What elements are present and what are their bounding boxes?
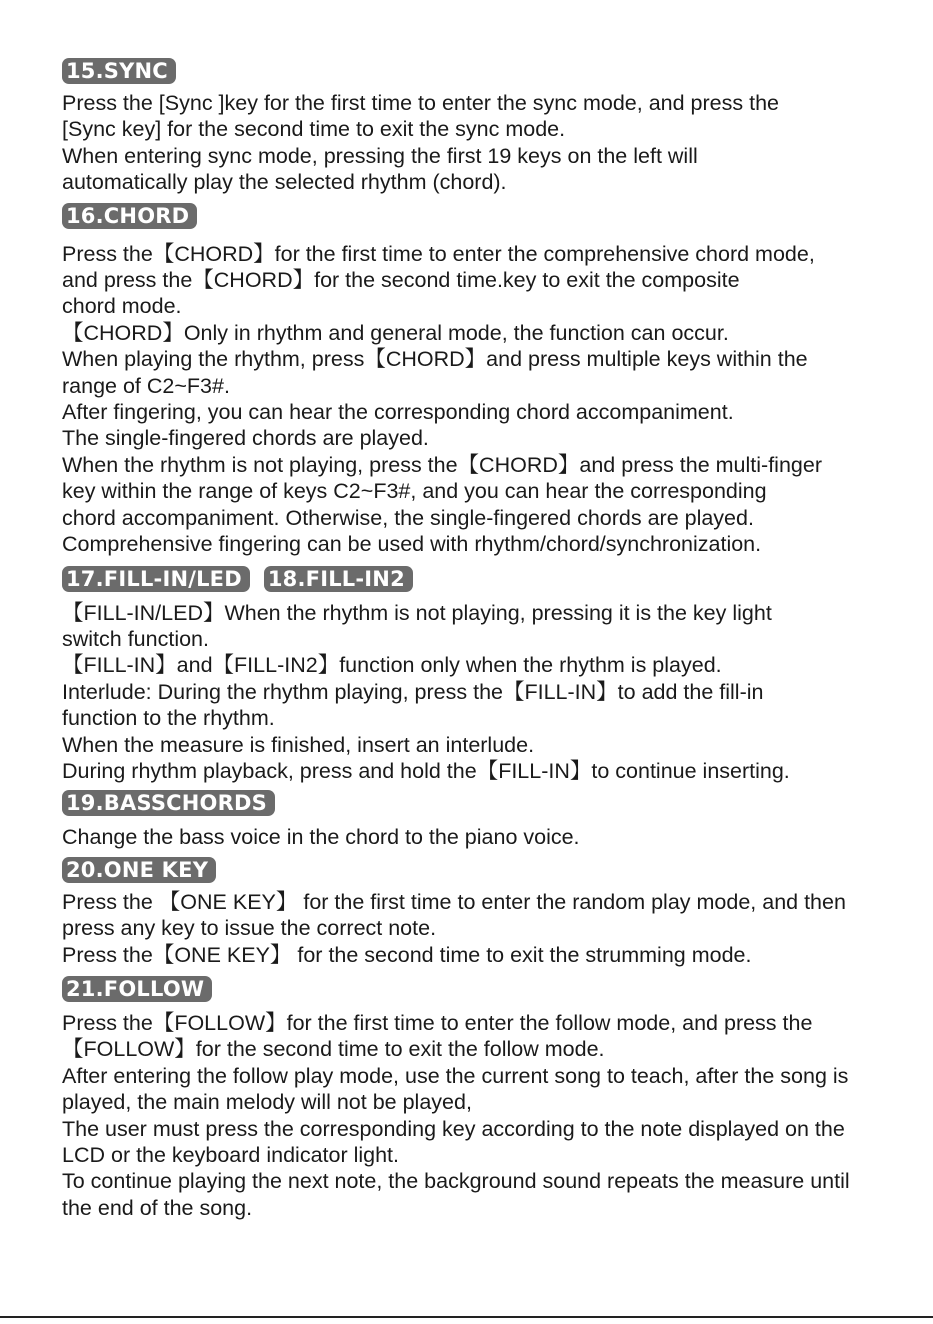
section-body-sync [62,90,912,196]
text-line: 【CHORD】Only in rhythm and general mode, the function can occur. [62,320,729,345]
manual-page [62,58,912,1221]
text-line: played, the main melody will not be played, [62,1090,472,1115]
text-line: The user must press the corresponding key according to the note displayed on the [62,1116,845,1141]
text-line: Press the 【ONE KEY】 for the first time to enter the random play mode, and then [62,889,846,914]
section-body-follow [62,1010,912,1221]
text-line: chord accompaniment. Otherwise, the single-fingered chords are played. [62,505,754,530]
text-line: LCD or the keyboard indicator light. [62,1143,400,1167]
text-line: Press the【ONE KEY】 for the second time to exit the strumming mode. [62,942,752,967]
bottom-rule [0,1316,933,1318]
text-line: chord mode. [62,294,182,319]
text-line: Press the [Sync ]key for the first time to enter the sync mode, and press the [62,91,779,115]
section-basschords [62,790,912,850]
section-body-chord [62,241,912,558]
text-line: function to the rhythm. [62,706,275,731]
text-line: Press the【FOLLOW】for the first time to enter the follow mode, and press the [62,1010,813,1035]
section-sync [62,58,912,196]
section-fill-in [62,566,912,785]
section-body-one-key [62,889,912,968]
text-line: Interlude: During the rhythm playing, press the【FILL-IN】to add the fill-in [62,679,764,704]
text-line: 【FOLLOW】for the second time to exit the follow mode. [62,1037,605,1062]
section-heading-sync: 15.SYNC [62,58,176,84]
text-line: Change the bass voice in the chord to the piano voice. [62,825,580,850]
text-line: After entering the follow play mode, use the current song to teach, after the song is [62,1063,849,1088]
text-line: automatically play the selected rhythm (chord). [62,170,507,195]
section-heading-fill-in2: 18.FILL-IN2 [264,566,413,592]
section-body-fill-in [62,600,912,785]
text-line: The single-fingered chords are played. [62,426,429,451]
text-line: and press the【CHORD】for the second time.key to exit the composite [62,268,740,293]
text-line: When entering sync mode, pressing the first 19 keys on the left will [62,143,698,168]
text-line: the end of the song. [62,1195,253,1220]
section-body-basschords [62,824,912,850]
text-line: switch function. [62,626,209,651]
text-line: After fingering, you can hear the corresponding chord accompaniment. [62,400,734,425]
text-line: When the measure is finished, insert an interlude. [62,732,535,757]
text-line: When playing the rhythm, press【CHORD】and press multiple keys within the [62,347,808,372]
text-line: Press the【CHORD】for the first time to enter the comprehensive chord mode, [62,241,815,266]
text-line: 【FILL-IN/LED】When the rhythm is not playing, pressing it is the key light [62,600,772,625]
section-heading-fill-in-led: 17.FILL-IN/LED [62,566,250,592]
section-one-key [62,857,912,968]
text-line: Comprehensive fingering can be used with rhythm/chord/synchronization. [62,532,762,557]
text-line: When the rhythm is not playing, press the【CHORD】and press the multi-finger [62,452,822,477]
section-chord [62,203,912,558]
text-line: During rhythm playback, press and hold the【FILL-IN】to continue inserting. [62,758,790,783]
section-heading-follow: 21.FOLLOW [62,976,212,1002]
text-line: range of C2~F3#. [62,373,230,398]
section-heading-basschords: 19.BASSCHORDS [62,790,275,816]
text-line: [Sync key] for the second time to exit the sync mode. [62,117,566,142]
text-line: To continue playing the next note, the background sound repeats the measure until [62,1169,850,1194]
text-line: 【FILL-IN】and【FILL-IN2】function only when the rhythm is played. [62,653,722,678]
section-heading-one-key: 20.ONE KEY [62,857,216,883]
section-heading-chord: 16.CHORD [62,203,197,229]
section-follow [62,976,912,1221]
text-line: press any key to issue the correct note. [62,916,437,941]
text-line: key within the range of keys C2~F3#, and you can hear the corresponding [62,479,767,504]
